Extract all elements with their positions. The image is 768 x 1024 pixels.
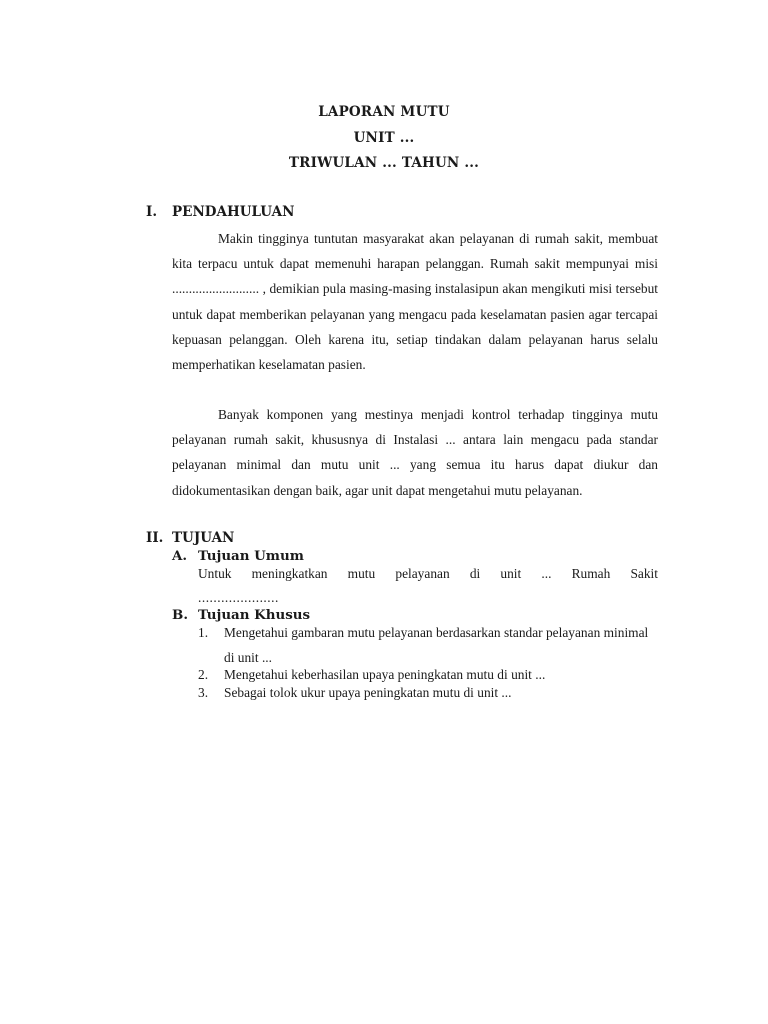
- subsection-letter: A.: [172, 548, 188, 564]
- list-item: Mengetahui keberhasilan upaya peningkatan mutu di unit ...: [224, 667, 546, 682]
- section-number: II.: [146, 530, 164, 546]
- subsection-title: Tujuan Khusus: [198, 607, 311, 623]
- list-item-number: 3.: [198, 685, 209, 700]
- section-title: PENDAHULUAN: [172, 204, 295, 220]
- document-period: TRIWULAN ... TAHUN ...: [288, 155, 480, 171]
- pendahuluan-paragraph-2: Banyak komponen yang mestinya menjadi kontrol terhadap tingginya mutu pelayanan rumah sakit, khususnya di Instalasi ... antara lain mengacu pada standar pelayanan minimal dan mutu unit ... yang semua itu harus dapat diukur dan didokumentasikan dengan baik, agar unit dapat mengetahui mutu pelayanan.: [172, 407, 658, 498]
- list-item: Mengetahui gambaran mutu pelayanan berdasarkan standar pelayanan minimal di unit ...: [224, 625, 649, 665]
- list-item: Sebagai tolok ukur upaya peningkatan mutu di unit ...: [224, 685, 512, 700]
- tujuan-umum-dots: .....................: [198, 590, 279, 605]
- list-item-number: 2.: [198, 667, 209, 682]
- list-item-number: 1.: [198, 625, 209, 640]
- document-unit: UNIT ...: [353, 130, 415, 146]
- section-number: I.: [146, 204, 158, 220]
- section-title: TUJUAN: [172, 530, 235, 546]
- tujuan-umum-text: Untuk meningkatkan mutu pelayanan di unit ... Rumah Sakit: [198, 566, 658, 581]
- subsection-letter: B.: [172, 607, 188, 623]
- subsection-title: Tujuan Umum: [198, 548, 304, 564]
- document-title: LAPORAN MUTU: [318, 104, 450, 120]
- pendahuluan-paragraph-1: Makin tingginya tuntutan masyarakat akan pelayanan di rumah sakit, membuat kita terpacu untuk dapat memenuhi harapan pelanggan. Rumah sakit mempunyai misi .......................... , demikian pula masing-masing instalasipun akan mengikuti misi tersebut untuk dapat memberikan pelayanan yang mengacu pada keselamatan pasien agar tercapai kepuasan pelanggan. Oleh karena itu, setiap tindakan dalam pelayanan harus selalu memperhatikan keselamatan pasien.: [172, 231, 658, 373]
